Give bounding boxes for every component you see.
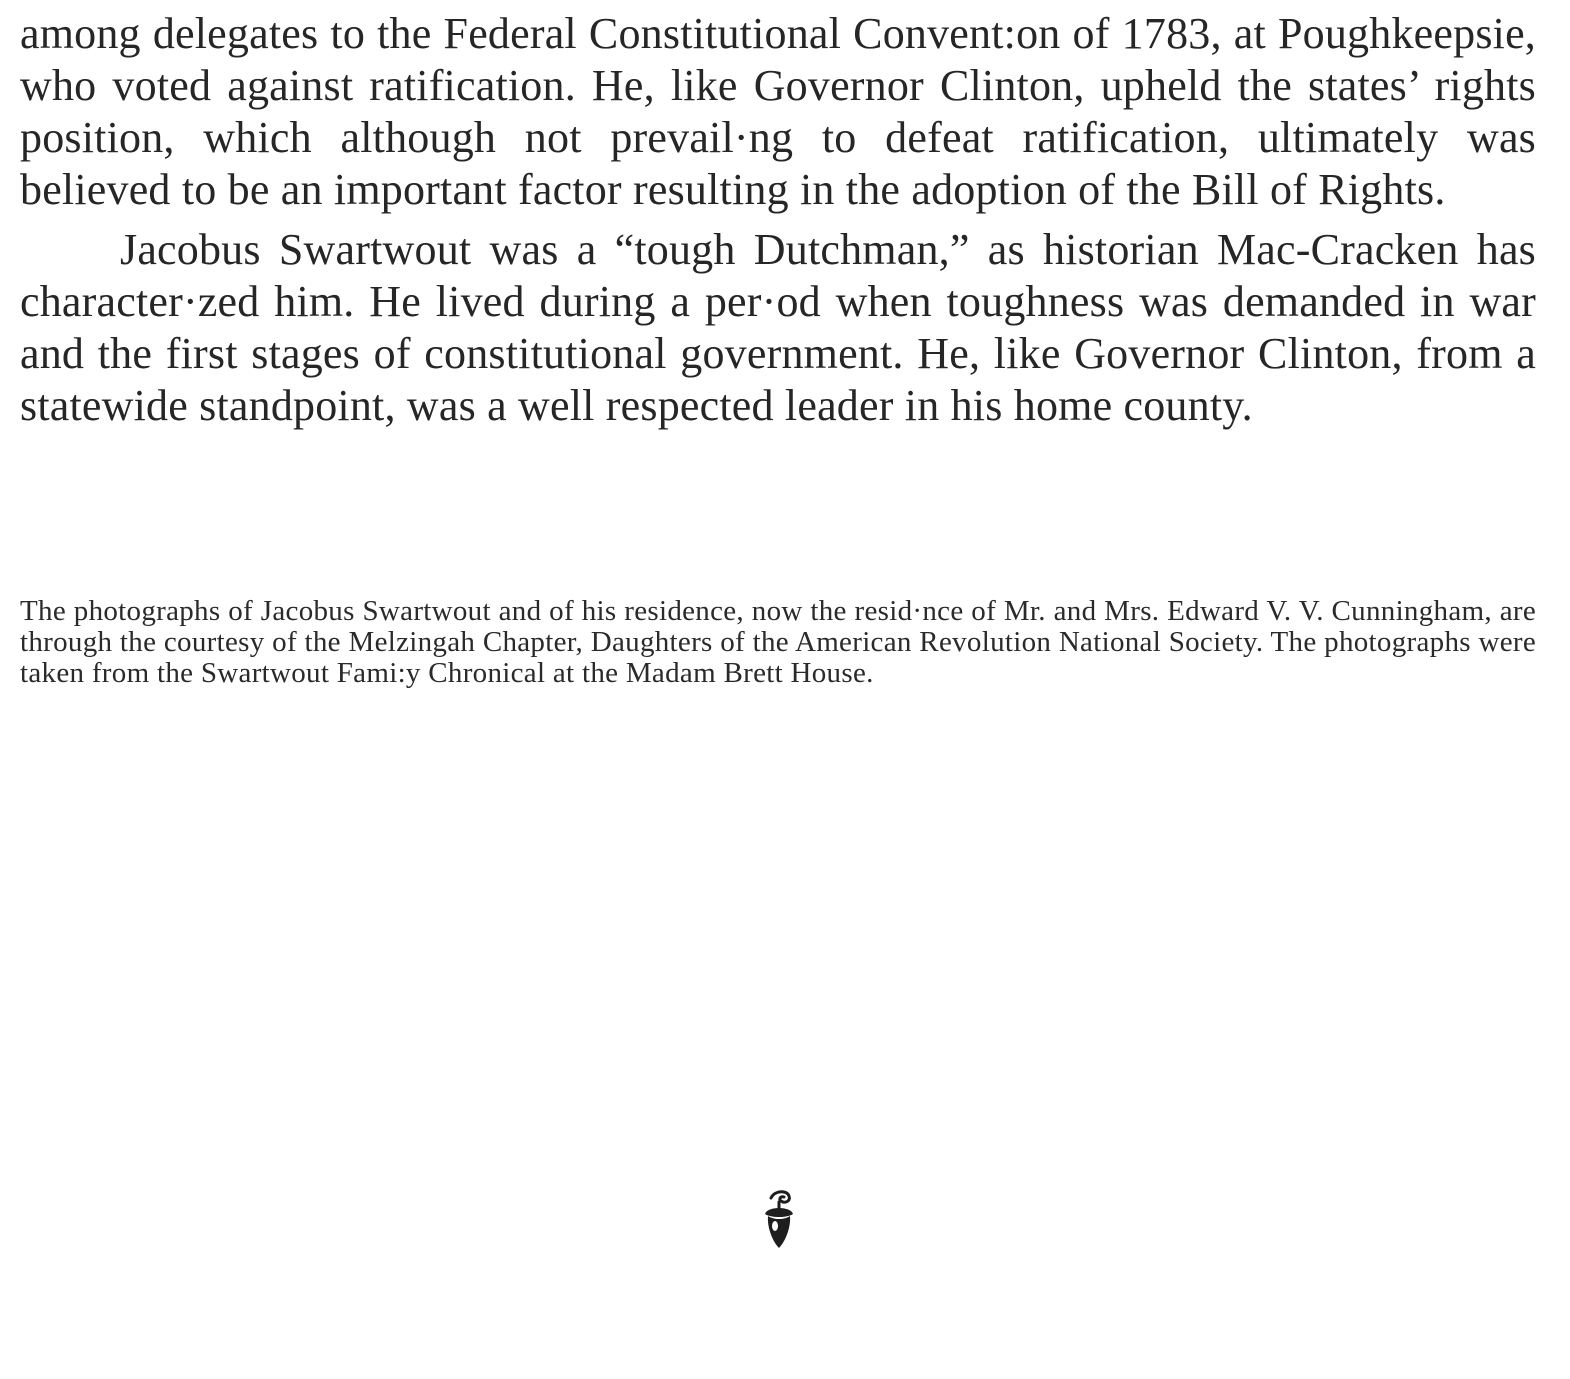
document-page xyxy=(20,8,1536,689)
paragraph-ratification: among delegates to the Federal Constitutional Convent:on of 1783, at Poughkeepsie, who voted against ratification. He, like Governor Clinton, upheld the states’ rights position, which although not prevail·ng to defeat ratification, ultimately was believed to be an important factor resulting in the adoption of the Bill of Rights. xyxy=(20,9,1536,214)
paragraph-tough-dutchman: Jacobus Swartwout was a “tough Dutchman,” as historian Mac-Cracken has character·zed him. He lived during a per·od when toughness was demanded in war and the first stages of constitutional government. He, like Governor Clinton, from a statewide standpoint, was a well respected leader in his home county. xyxy=(20,225,1536,430)
acorn-ornament-icon xyxy=(757,1188,801,1252)
photo-credit-footnote: The photographs of Jacobus Swartwout and of his residence, now the resid·nce of Mr. and Mrs. Edward V. V. Cunningham, are through the courtesy of the Melzingah Chapter, Daughters of the American Revolution National Society. The photographs were taken from the Swartwout Fami:y Chronical at the Madam Brett House. xyxy=(20,595,1536,689)
